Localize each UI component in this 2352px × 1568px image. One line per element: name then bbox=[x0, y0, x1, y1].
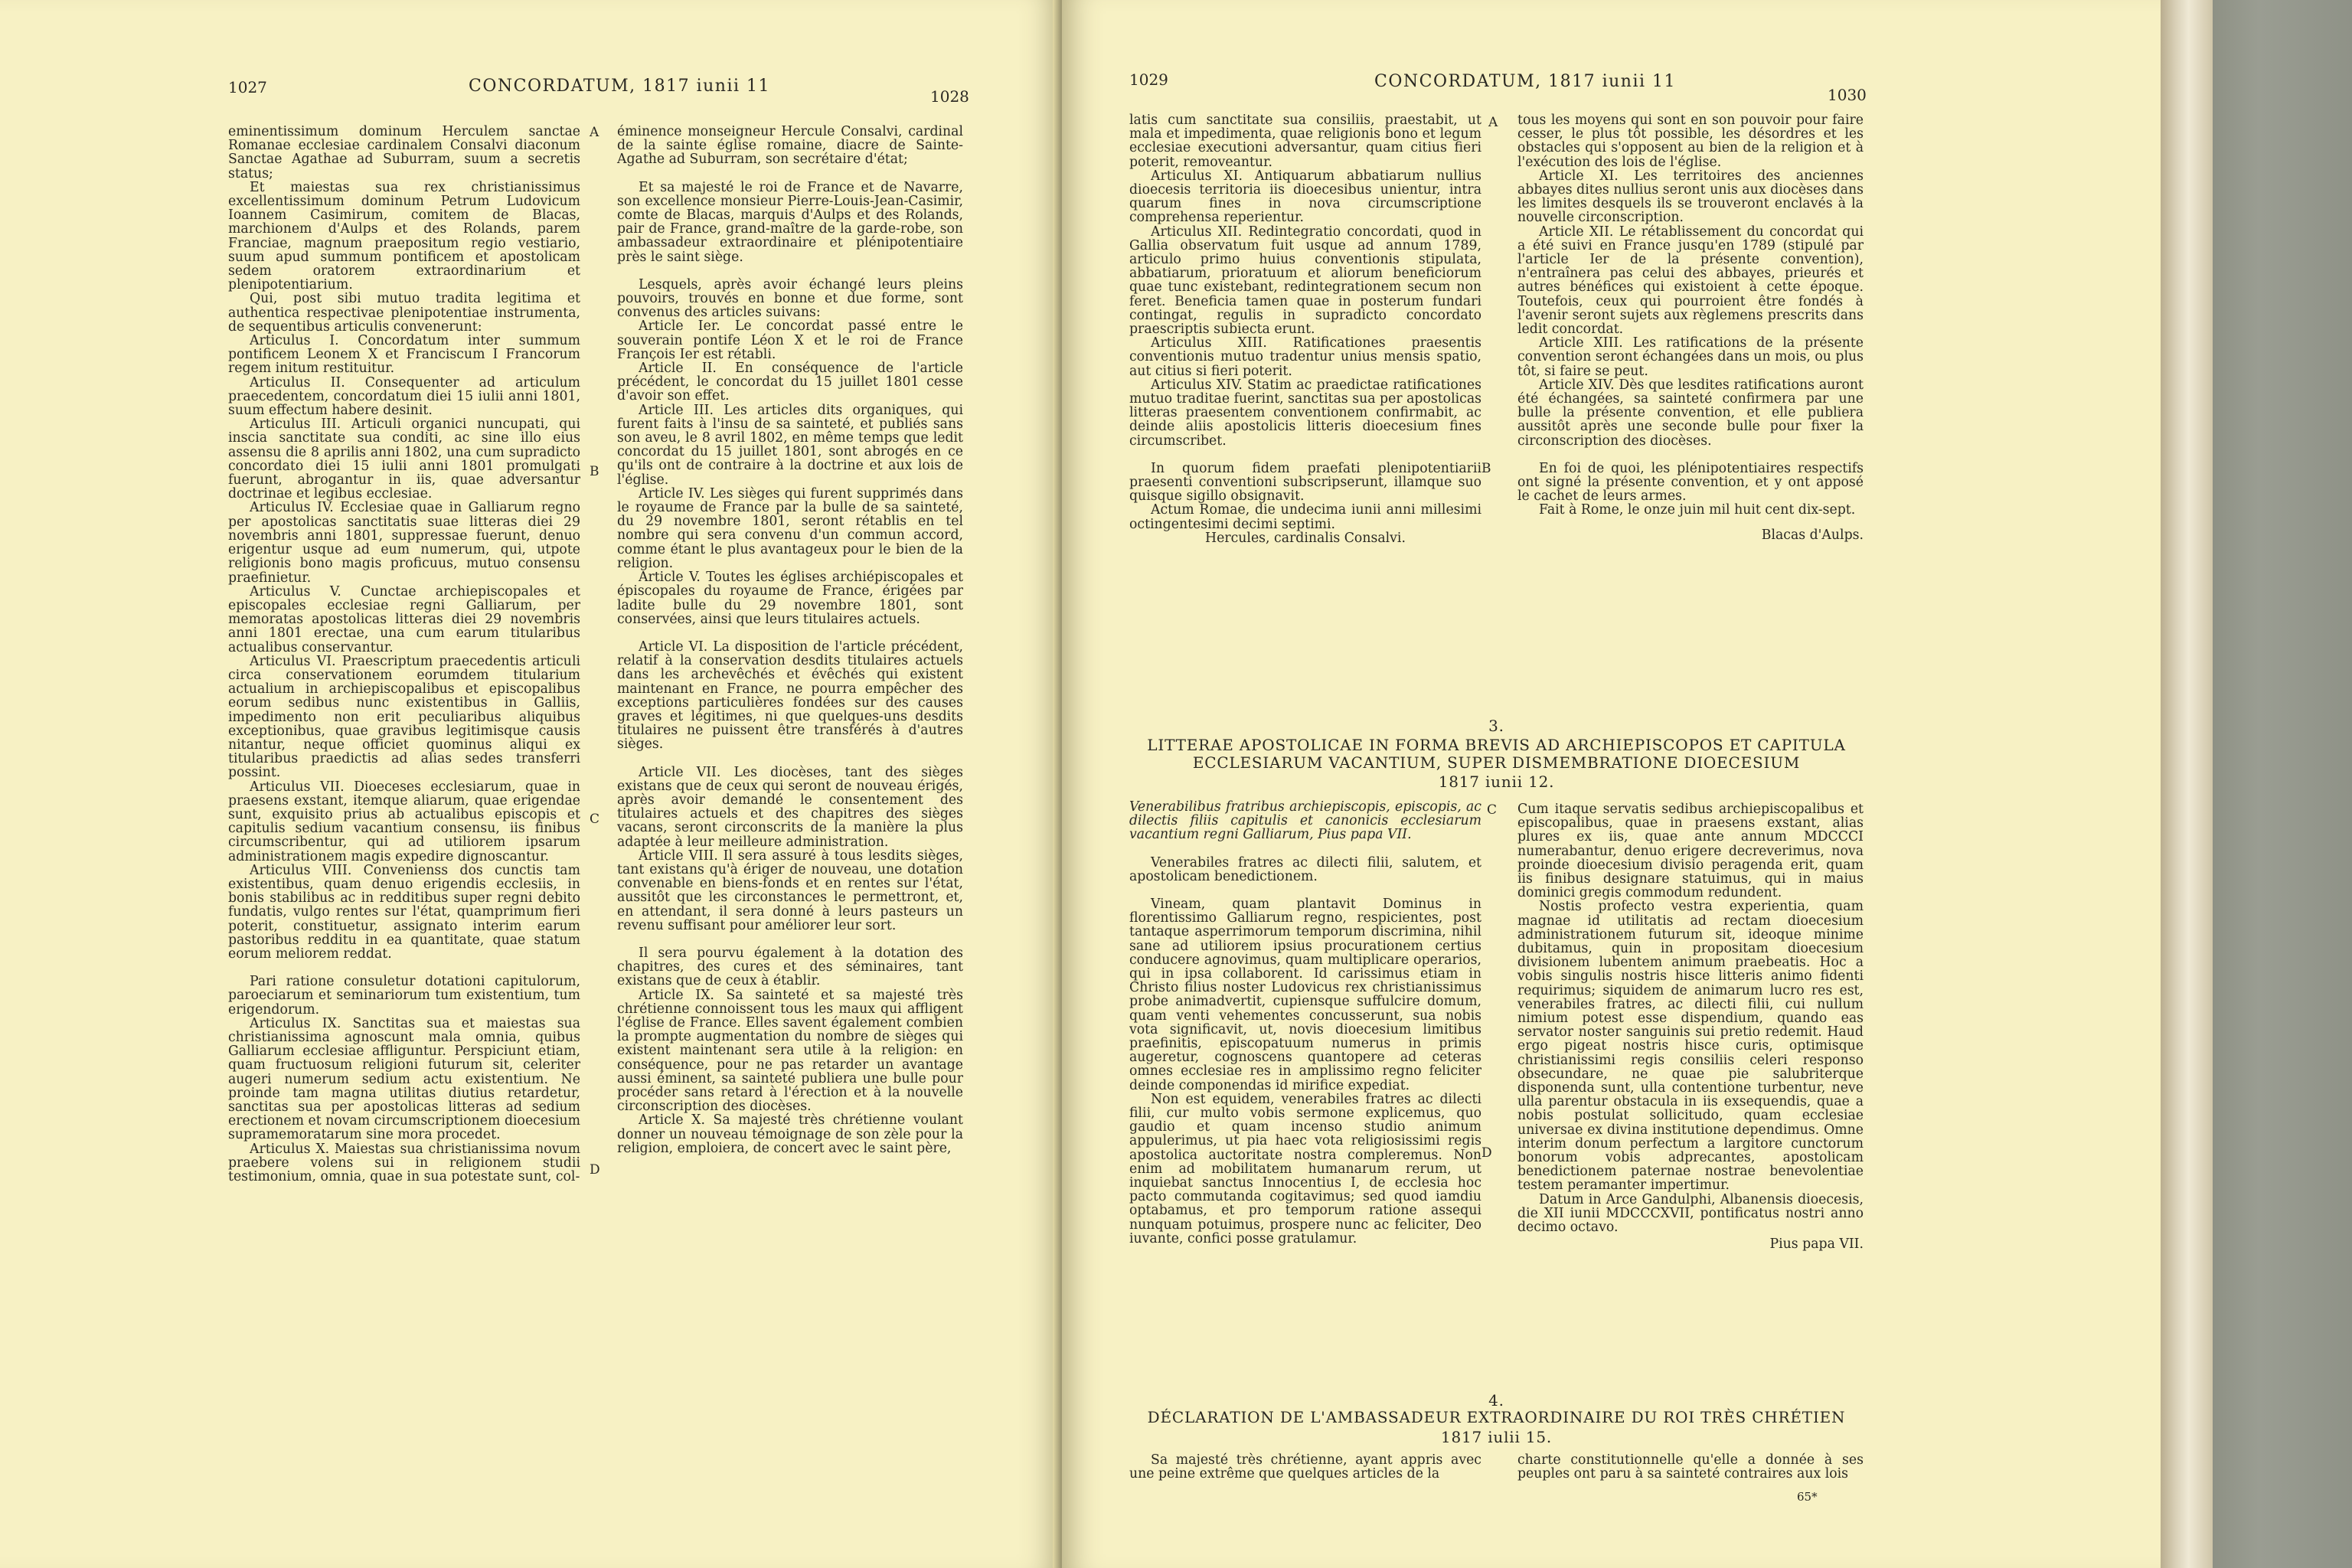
latin-column-top bbox=[1129, 113, 1481, 545]
paragraph: Article IX. Sa sainteté et sa majesté très chrétienne connoissent tous les maux qui affligent l'église de France. Elles savent également combien la prompte augmentation du nombre de sièges qui existent maintenant sera utile à la religion: en conséquence, pour ne pas retarder un avantage aussi éminent, sa sainteté publiera une bulle pour procéder sans retard à l'érection et à la nouvelle circonscription des diocèses. bbox=[617, 987, 963, 1115]
page-number-1028: 1028 bbox=[930, 87, 969, 106]
left-page bbox=[0, 0, 1060, 1568]
latin-column bbox=[228, 125, 580, 1184]
paragraph: Articulus VIII. Convenienss dos cunctis tam existentibus, quam denuo erigendis ecclesiis, in bonis stabilibus ac in redditibus super regni debito fundatis, vulgo rentes sur l'état, quamprimum fieri poterit, constituetur, assignato interim earum pastoribus redditu in ea quantitate, quae statum eorum meliorem reddat. bbox=[228, 862, 580, 962]
margin-marker-a-right: A bbox=[1488, 115, 1498, 130]
french-column bbox=[617, 125, 963, 1155]
book-page-edges bbox=[2159, 0, 2213, 1568]
background-strip bbox=[2197, 0, 2352, 1568]
margin-marker-c: C bbox=[590, 812, 600, 827]
paragraph: Et maiestas sua rex christianissimus excellentissimum dominum Petrum Ludovicum Ioannem Casimirum, comitem de Blacas, marchionem d'Aulps et des Rolands, parem Franciae, magnum praepositum regio vestiario, suum apud summum pontificem et apostolicam sedem oratorem extraordinarium et plenipotentiarium. bbox=[228, 179, 580, 293]
latin-signature: Hercules, cardinalis Consalvi. bbox=[1205, 530, 1406, 546]
paragraph: Il sera pourvu également à la dotation des chapitres, des cures et des séminaires, tant existans que de ceux à établir. bbox=[617, 945, 963, 989]
paragraph: Lesquels, après avoir échangé leurs pleins pouvoirs, trouvés en bonne et due forme, sont convenus des articles suivans: bbox=[617, 276, 963, 321]
paragraph: eminentissimum dominum Herculem sanctae Romanae ecclesiae cardinalem Consalvi diaconum Sanctae Agathae ad Suburram, suum a secretis status; bbox=[228, 124, 580, 181]
paragraph: En foi de quoi, les plénipotentiaires respectifs ont signé la présente convention, et y ont apposé le cachet de leurs armes. bbox=[1517, 460, 1864, 505]
margin-marker-d-right: D bbox=[1481, 1145, 1492, 1161]
french-signature: Blacas d'Aulps. bbox=[1761, 527, 1864, 543]
section-4-date: 1817 iulii 15. bbox=[1440, 1428, 1553, 1446]
paragraph: Article X. Sa majesté très chrétienne voulant donner un nouveau témoignage de son zèle pour la religion, emploiera, de concert avec le saint père, bbox=[617, 1112, 963, 1156]
paragraph: Actum Romae, die undecima iunii anni millesimi octingentesimi decimi septimi. bbox=[1129, 502, 1481, 532]
paragraph: Articulus XII. Redintegratio concordati, quod in Gallia observatum fuit usque ad annum 1789, articulo primo huius conventionis stipulata, abbatiarum, prioratuum et aliorum beneficiorum quae tunc existebant, redintegrationem secum non feret. Beneficia tamen quae in posterum fundari contingat, regulis in supradicto concordato praescriptis subiecta erunt. bbox=[1129, 224, 1481, 338]
paragraph: Datum in Arce Gandulphi, Albanensis dioecesis, die XII iunii MDCCCXVII, pontificatus nostri anno decimo octavo. bbox=[1517, 1191, 1864, 1236]
paragraph: tous les moyens qui sont en son pouvoir pour faire cesser, le plus tôt possible, les désordres et les obstacles qui s'opposent au bien de la religion et à l'exécution des lois de l'église. bbox=[1517, 113, 1864, 170]
paragraph: Articulus VI. Praescriptum praecedentis articuli circa conservationem eorumdem titularium actualium in archiepiscopalibus et episcopalibus eorum sedibus nunc existentibus in Galliis, impedimento non erit peculiaribus aliquibus exceptionibus, quae gravibus legitimisque causis nitantur, neque officiet quominus aliqui ex titularibus praedictis ad alias sedes transferri possint. bbox=[228, 653, 580, 781]
section-3-title: LITTERAE APOSTOLICAE IN FORMA BREVIS AD ARCHIEPISCOPOS ET CAPITULA ECCLESIARUM VACANTIUM, SUPER DISMEMBRATIONE DIOECESIUM bbox=[1147, 736, 1846, 772]
paragraph: Article III. Les articles dits organiques, qui furent faits à l'insu de sa sainteté, et publiés sans son aveu, le 8 avril 1802, en même temps que ledit concordat du 15 juillet 1801, sont abrogés en ce qu'ils ont de contraire à la doctrine et aux lois de l'église. bbox=[617, 402, 963, 488]
french-column-top bbox=[1517, 113, 1864, 542]
section-3-right-column bbox=[1517, 802, 1864, 1252]
section-4-left-text: Sa majesté très chrétienne, ayant appris avec une peine extrême que quelques articles de la bbox=[1129, 1452, 1481, 1482]
page-number-1027: 1027 bbox=[228, 78, 267, 96]
paragraph: Articulus X. Maiestas sua christianissima novum praebere volens sui in religionem studii testimonium, omnia, quae in sua potestate sunt, col- bbox=[228, 1141, 580, 1185]
paragraph: Article VIII. Il sera assuré à tous lesdits sièges, tant existans qu'à ériger de nouveau, une dotation convenable en biens-fonds et en rentes sur l'état, aussitôt que les circonstances le permettront, et, en attendant, il sera donné à leurs pasteurs un revenu suffisant pour améliorer leur sort. bbox=[617, 848, 963, 933]
paragraph: Non est equidem, venerabiles fratres ac dilecti filii, cur multo vobis sermone explicemus, quo gaudio et quam incenso studio animum appulerimus, ut pia haec vota religiosissimi regis apostolica auctoritate nostra compleremus. Non enim ad mobilitatem humanarum rerum, ut inquiebat sanctus Innocentius I, de ecclesia hoc pacto commutanda cogitavimus; sed quod iamdiu optabamus, et pro temporum ratione assequi nunquam potuimus, prospere nunc ac feliciter, Deo iuvante, confici posse gratulamur. bbox=[1129, 1091, 1481, 1246]
paragraph: Article VII. Les diocèses, tant des sièges existans que de ceux qui seront de nouveau érigés, après avoir demandé le consentement des titulaires actuels et des chapitres des sièges vacans, seront circonscrits de la manière la plus adaptée à leur meilleure administration. bbox=[617, 764, 963, 850]
margin-marker-c-right: C bbox=[1487, 802, 1498, 818]
section-4-title: DÉCLARATION DE L'AMBASSADEUR EXTRAORDINAIRE DU ROI TRÈS CHRÉTIEN bbox=[1147, 1408, 1846, 1426]
paragraph: Articulus XI. Antiquarum abbatiarum nullius dioecesis territoria iis dioecesibus unientur, intra quarum fines in nova circumscriptione comprehensa reperientur. bbox=[1129, 168, 1481, 226]
paragraph: Articulus I. Concordatum inter summum pontificem Leonem X et Franciscum I Francorum regem initum restituitur. bbox=[228, 333, 580, 377]
right-page bbox=[1062, 0, 2161, 1568]
paragraph: Article XIII. Les ratifications de la présente convention seront échangées dans un mois, ou plus tôt, si faire se peut. bbox=[1517, 335, 1864, 379]
running-title: CONCORDATUM, 1817 iunii 11 bbox=[469, 77, 771, 96]
paragraph: Article IV. Les sièges qui furent supprimés dans le royaume de France par la bulle de sa sainteté, du 29 novembre 1801, seront rétablis en tel nombre qui sera convenu d'un commun accord, comme étant le plus avantageux pour le bien de la religion. bbox=[617, 485, 963, 571]
paragraph: Articulus IV. Ecclesiae quae in Galliarum regno per apostolicas sanctitatis suae litteras diei 29 novembris anni 1801, suppressae fuerunt, denuo erigentur usque ad eum numerum, qui, utpote religionis bono magis proficuus, mutuo consensu praefinietur. bbox=[228, 500, 580, 586]
margin-marker-b: B bbox=[590, 464, 599, 479]
paragraph: Articulus XIII. Ratificationes praesentis conventionis mutuo tradentur unius mensis spatio, aut citius si fieri poterit. bbox=[1129, 335, 1481, 379]
paragraph: Et sa majesté le roi de France et de Navarre, son excellence monsieur Pierre-Louis-Jean-Casimir, comte de Blacas, marquis d'Aulps et des Rolands, pair de France, grand-maître de la garde-robe, son ambassadeur extraordinaire et plénipotentiaire près le saint siège. bbox=[617, 179, 963, 265]
paragraph: Article XII. Le rétablissement du concordat qui a été suivi en France jusqu'en 1789 (stipulé par l'article Ier de la présente convention), n'entraînera pas celui des abbayes, prieurés et autres bénéfices qui existoient à cette époque. Toutefois, ceux qui pourroient être fondés à l'avenir seront sujets aux règlemens prescrits dans ledit concordat. bbox=[1517, 224, 1864, 338]
section-3-signature: Pius papa VII. bbox=[1769, 1236, 1864, 1253]
paragraph: Articulus III. Articuli organici nuncupati, qui inscia sanctitate sua conditi, ac sine illo eius assensu die 8 aprilis anni 1802, una cum supradicto concordato diei 15 iulii anni 1801 promulgati fuerunt, abrogantur in iis, quae adversantur doctrinae et legibus ecclesiae. bbox=[228, 416, 580, 502]
paragraph: Articulus V. Cunctae archiepiscopales et episcopales ecclesiae regni Galliarum, per memoratas apostolicas litteras diei 29 novembris anni 1801 erectae, una cum earum titularibus actualibus conservantur. bbox=[228, 583, 580, 655]
paragraph: Articulus II. Consequenter ad articulum praecedentem, concordatum diei 15 iulii anni 1801, suum effectum habere desinit. bbox=[228, 374, 580, 419]
paragraph: Pari ratione consuletur dotationi capitulorum, paroeciarum et seminariorum tum existentium, tum erigendorum. bbox=[228, 974, 580, 1018]
margin-marker-b-right: B bbox=[1481, 461, 1491, 476]
paragraph: Article VI. La disposition de l'article précédent, relatif à la conservation desdits titulaires actuels dans les archevêchés et évêchés qui existent maintenant en France, ne pourra empêcher des exceptions particulières fondées sur des causes graves et légitimes, ni que quelques-uns desdits titulaires ne puissent être transférés à d'autres sièges. bbox=[617, 639, 963, 753]
running-title-right: CONCORDATUM, 1817 iunii 11 bbox=[1374, 72, 1677, 91]
paragraph: Qui, post sibi mutuo tradita legitima et authentica respectivae plenipotentiae instrumenta, de sequentibus articulis convenerunt: bbox=[228, 291, 580, 335]
signature-mark: 65* bbox=[1797, 1490, 1818, 1504]
paragraph: Fait à Rome, le onze juin mil huit cent dix-sept. bbox=[1539, 502, 1856, 518]
paragraph: Venerabiles fratres ac dilecti filii, salutem, et apostolicam benedictionem. bbox=[1129, 854, 1481, 884]
page-number-1029: 1029 bbox=[1129, 70, 1168, 89]
paragraph: latis cum sanctitate sua consiliis, praestabit, ut mala et impedimenta, quae religionis bono et legum ecclesiae executioni adversantur, quam citius fieri poterit, removeantur. bbox=[1129, 113, 1481, 170]
section-4-number: 4. bbox=[1488, 1391, 1504, 1410]
paragraph: Venerabilibus fratribus archiepiscopis, episcopis, ac dilectis filiis capitulis et canonicis ecclesiarum vacantium regni Galliarum, Pius papa VII. bbox=[1129, 799, 1481, 843]
paragraph: Article V. Toutes les églises archiépiscopales et épiscopales du royaume de France, érigées par ladite bulle du 29 novembre 1801, sont conservées, ainsi que leurs titulaires actuels. bbox=[617, 570, 963, 627]
paragraph: Nostis profecto vestra experientia, quam magnae id utilitatis ad rectam dioecesium administrationem futurum sit, ideoque minime dubitamus, quin in propositam dioecesium divisionem lubentem animum praebeatis. Hoc a vobis singulis nostris hisce litteris animo fidenti requirimus; siquidem de animarum lucro res est, venerabiles fratres, ac dilecti filii, cui nullum nimium potest esse dispendium, quando eas servator noster sanguinis sui pretio redemit. Haud ergo pigeat nostris hisce curis, optimisque christianissimi regis consiliis celeri responso obsecundare, ne quae pie salubriterque disponenda sunt, ulla contentione turbentur, neve ulla parentur obstacula in iis exsequendis, quae a nobis postulat sollicitudo, quam ecclesiae universae ex divina institutione dependimus. Omne interim donum perfectum a largitore cunctorum bonorum vobis adprecantes, apostolicam benedictionem paternae nostrae benevolentiae testem peramanter impertimur. bbox=[1517, 899, 1864, 1194]
paragraph: Article XIV. Dès que lesdites ratifications auront été échangées, sa sainteté confirmera par une bulle la présente convention, et elle publiera aussitôt après une seconde bulle pour fixer la circonscription des diocèses. bbox=[1517, 377, 1864, 449]
paragraph: In quorum fidem praefati plenipotentiarii praesenti conventioni subscripserunt, illamque suo quisque sigillo obsignavit. bbox=[1129, 460, 1481, 505]
paragraph: Cum itaque servatis sedibus archiepiscopalibus et episcopalibus, quae in praesens exstant, alias plures ex iis, quae ante annum MDCCCI numerabantur, denuo erigere decreverimus, nova proinde dioecesium divisio peragenda erit, quam iis finibus designare statuimus, qui in maius dominici gregis commodum redundent. bbox=[1517, 802, 1864, 901]
section-3-date: 1817 iunii 12. bbox=[1438, 773, 1555, 791]
section-3-number: 3. bbox=[1488, 717, 1504, 735]
section-3-latin-column bbox=[1129, 800, 1481, 1246]
paragraph: Article II. En conséquence de l'article précédent, le concordat du 15 juillet 1801 cesse d'avoir son effet. bbox=[617, 361, 963, 404]
margin-marker-d: D bbox=[590, 1162, 600, 1178]
paragraph: éminence monseigneur Hercule Consalvi, cardinal de la sainte église romaine, diacre de Sainte-Agathe ad Suburram, son secrétaire d'état; bbox=[617, 124, 963, 168]
page-number-1030: 1030 bbox=[1828, 86, 1867, 104]
section-4-right-text: charte constitutionnelle qu'elle a donnée à ses peuples ont paru à sa sainteté contraires aux lois bbox=[1517, 1452, 1864, 1482]
paragraph: Article XI. Les territoires des anciennes abbayes dites nullius seront unis aux diocèses dans les limites desquels ils se trouveront enclavés à la nouvelle circonscription. bbox=[1517, 168, 1864, 226]
paragraph: Articulus XIV. Statim ac praedictae ratificationes mutuo traditae fuerint, sanctitas sua per apostolicas litteras praesentem conventionem confirmabit, ac deinde aliis apostolicis litteris dioecesium fines circumscribet. bbox=[1129, 377, 1481, 449]
paragraph: Vineam, quam plantavit Dominus in florentissimo Galliarum regno, respicientes, post tantaque asperrimorum temporum discrimina, nihil sane ad utiliorem ipsius procurationem certius conducere agnovimus, quam multiplicare operarios, qui in ipsa collaborent. Id carissimus etiam in Christo filius noster Ludovicus rex christianissimus probe animadvertit, cupiensque suffulcire domum, quam venti vehementes concusserunt, sua nobis vota significavit, ut, novis dioecesium limitibus praefinitis, episcopatuum numerus in primis augeretur, cognoscens quantopere ad ceteras omnes ecclesiae res in amplissimo regno feliciter deinde componendas id mirifice expediat. bbox=[1129, 897, 1481, 1093]
paragraph: Articulus VII. Dioeceses ecclesiarum, quae in praesens exstant, itemque aliarum, quae erigendae sunt, exquisito prius ab actualibus episcopis et capitulis sedium vacantium consensu, iis finibus circumscribentur, qui ad utiliorem ipsarum administrationem magis expedire dignoscantur. bbox=[228, 779, 580, 864]
paragraph: Articulus IX. Sanctitas sua et maiestas sua christianissima agnoscunt mala omnia, quibus Galliarum ecclesiae affliguntur. Perspiciunt etiam, quam fructuosum religioni futurum sit, celeriter augeri numerum sedium actu existentium. Ne proinde tam magna utilitas diutius retardetur, sanctitas sua per apostolicas litteras ad sedium erectionem et novam circumscriptionem dioecesium supramemoratarum sine mora procedet. bbox=[228, 1015, 580, 1143]
paragraph: Article Ier. Le concordat passé entre le souverain pontife Léon X et le roi de France François Ier est rétabli. bbox=[617, 318, 963, 362]
margin-marker-a: A bbox=[590, 125, 599, 140]
